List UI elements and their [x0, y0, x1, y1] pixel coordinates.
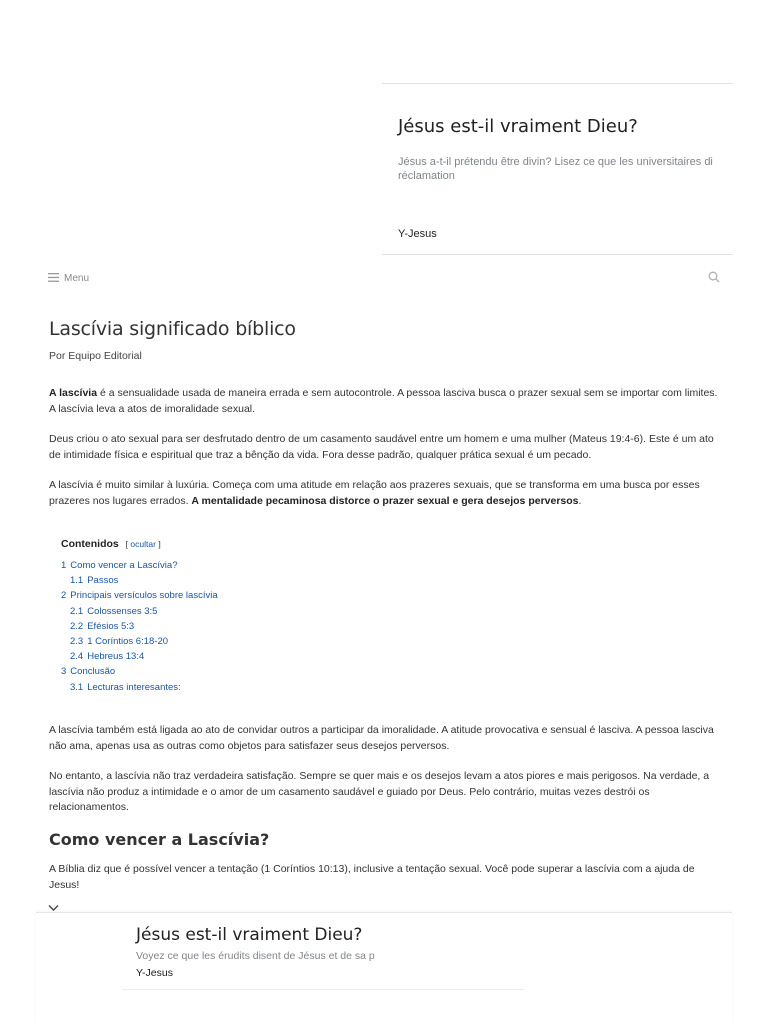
toc-header — [61, 538, 361, 550]
toc-item-number: 2.3 — [70, 635, 84, 647]
toc-item[interactable] — [61, 649, 361, 664]
paragraph-1 — [49, 386, 721, 417]
toc-item-label: 1 Coríntios 6:18-20 — [87, 635, 169, 647]
toc-item-label: Passos — [87, 575, 119, 587]
toc-item-number: 3.1 — [70, 681, 84, 693]
toc-item[interactable] — [61, 588, 361, 603]
menu-button[interactable] — [48, 269, 89, 287]
toc-item-number: 2.4 — [70, 651, 84, 663]
toc-item-number: 1.1 — [70, 575, 84, 587]
byline: Por Equipo Editorial — [49, 350, 142, 362]
menu-label: Menu — [64, 272, 90, 284]
section-heading-1: Como vencer a Lascívia? — [49, 830, 270, 849]
toc-item[interactable] — [61, 680, 361, 695]
toc-title: Contenidos — [61, 538, 119, 550]
article — [49, 318, 719, 891]
toc-item[interactable] — [61, 558, 361, 573]
paragraph-3-bold: A mentalidade pecaminosa distorce o prazer sexual e gera desejos perversos — [191, 494, 579, 507]
toc-item-number: 2 — [61, 590, 67, 602]
toc-item[interactable] — [61, 664, 361, 679]
toc-bracket-open: [ — [125, 539, 129, 549]
toc-item[interactable] — [61, 604, 361, 619]
search-icon — [708, 270, 720, 287]
toc-item-number: 2.2 — [70, 620, 84, 632]
paragraph-3-text: A lascívia é muito similar à luxúria. Começa com uma atitude em relação aos prazeres sexuais, que se transforma em uma busca por esses prazeres nos lugares errados. — [49, 479, 700, 507]
paragraph-1-text: é a sensualidade usada de maneira errada e sem autocontrole. A pessoa lasciva busca o prazer sexual sem se importar com limites. A lascívia leva a atos de imoralidade sexual. — [49, 387, 718, 415]
top-ad[interactable] — [382, 83, 733, 255]
toc-item-number: 3 — [61, 666, 67, 678]
bottom-ad-title[interactable]: Jésus est-il vraiment Dieu? — [136, 925, 363, 945]
toc-item-number: 2.1 — [70, 605, 84, 617]
toc-item-label: Como vencer a Lascívia? — [70, 560, 178, 571]
hamburger-icon — [48, 269, 59, 287]
paragraph-3 — [49, 478, 721, 509]
paragraph-4: A lascívia também está ligada ao ato de convidar outros a participar da imoralidade. A atitude provocativa e sensual é lasciva. A pessoa lasciva não ama, apenas usa as outras como objetos para satisfazer seus desejos perversos. — [49, 724, 714, 752]
top-ad-title[interactable]: Jésus est-il vraiment Dieu? — [398, 116, 638, 137]
toc-item[interactable] — [61, 573, 361, 588]
toc-toggle — [126, 539, 161, 549]
page-title: Lascívia significado bíblico — [49, 318, 296, 340]
toc-item-label: Colossenses 3:5 — [87, 605, 158, 617]
bottom-ad-brand[interactable]: Y-Jesus — [136, 967, 173, 979]
paragraph-1-bold: A lascívia — [49, 387, 98, 399]
toc-item[interactable] — [61, 619, 361, 634]
search-button[interactable] — [708, 270, 720, 288]
top-ad-brand[interactable]: Y-Jesus — [398, 228, 437, 240]
toc-item-number: 1 — [61, 560, 67, 571]
paragraph-2: Deus criou o ato sexual para ser desfrutado dentro de um casamento saudável entre um homem e uma mulher (Mateus 19:4-6). Este é um ato de intimidade física e espiritual que traz a bênção da vida. Fora desse padrão, qualquer prática sexual é um pecado. — [49, 433, 714, 461]
toc-item-label: Lecturas interesantes: — [87, 681, 181, 693]
nav-bar — [48, 269, 720, 285]
top-ad-description[interactable]: Jésus a-t-il prétendu être divin? Lisez ce que les universitaires di réclamation — [398, 156, 713, 182]
paragraph-3-end: . — [578, 494, 582, 507]
toc-item-label: Conclusão — [70, 666, 116, 678]
table-of-contents — [61, 538, 361, 693]
paragraph-5: No entanto, a lascívia não traz verdadeira satisfação. Sempre se quer mais e os desejos levam a atos piores e mais perigosos. Na verdade, a lascívia não produz a intimidade e o amor de um casamento saudável e guiado por Deus. Pelo contrário, muitas vezes destrói os relacionamentos. — [49, 770, 710, 813]
toc-list — [61, 558, 361, 695]
toc-item-label: Principais versículos sobre lascívia — [70, 590, 218, 602]
paragraph-6: A Bíblia diz que é possível vencer a tentação (1 Coríntios 10:13), inclusive a tentação sexual. Você pode superar a lascívia com a ajuda de Jesus! — [49, 863, 695, 891]
toc-hide-link[interactable]: ocultar — [130, 539, 156, 549]
bottom-ad-description[interactable]: Voyez ce que les érudits disent de Jésus et de sa p — [136, 950, 375, 962]
toc-item-label: Hebreus 13:4 — [87, 651, 145, 663]
toc-bracket-close: ] — [158, 539, 161, 549]
bottom-ad-divider — [122, 989, 524, 990]
toc-item[interactable] — [61, 634, 361, 649]
bottom-ad[interactable] — [36, 912, 732, 1025]
toc-item-label: Efésios 5:3 — [87, 620, 135, 632]
